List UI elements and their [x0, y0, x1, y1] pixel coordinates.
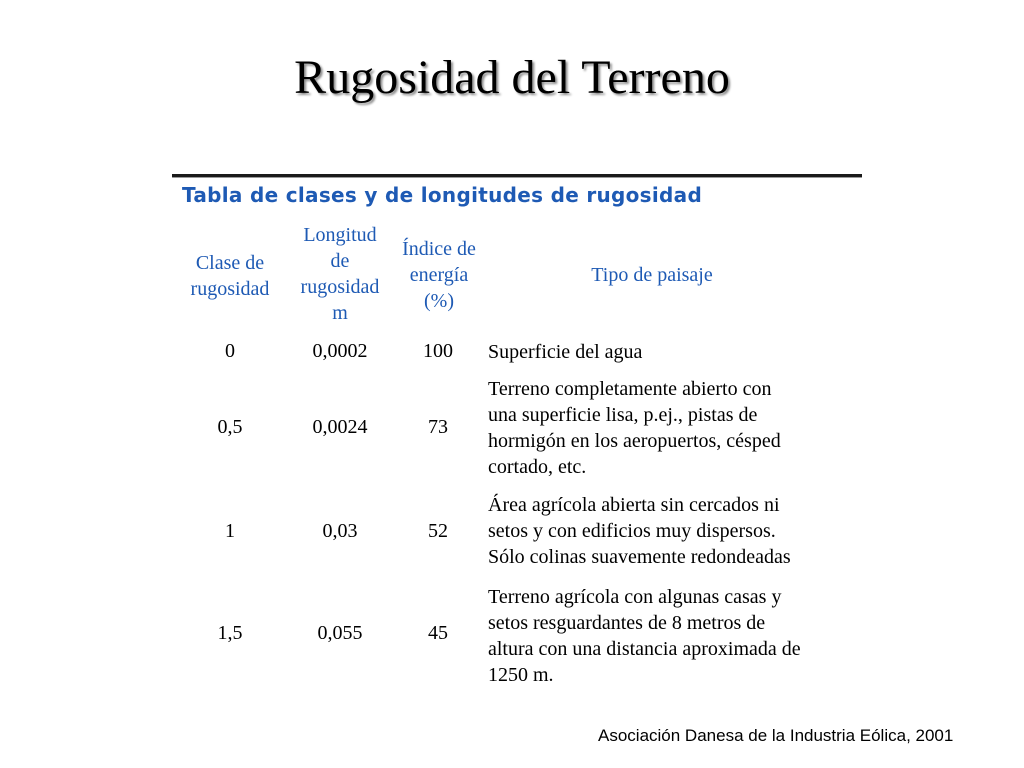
cell-longitud: 0,03	[322, 520, 358, 542]
header-indice-line: Índice de	[402, 238, 476, 260]
header-indice-line: energía	[409, 264, 469, 286]
cell-clase: 0	[225, 340, 235, 362]
header-longitud-line: Longitud	[303, 224, 377, 246]
cell-tipo-line: altura con una distancia aproximada de	[488, 638, 801, 660]
header-longitud-line: m	[332, 302, 348, 324]
cell-tipo	[488, 376, 781, 480]
source-credit: Asociación Danesa de la Industria Eólica, 2001	[598, 726, 954, 745]
header-longitud-line: rugosidad	[300, 276, 380, 298]
cell-tipo-line: 1250 m.	[488, 664, 554, 686]
header-indice-line: (%)	[424, 290, 454, 312]
cell-clase: 1,5	[217, 622, 243, 644]
cell-indice: 100	[423, 340, 453, 362]
cell-tipo-line: setos y con edificios muy dispersos.	[488, 520, 776, 542]
header-clase-line: Clase de	[195, 252, 265, 274]
cell-tipo	[488, 584, 801, 688]
cell-tipo-line: Terreno agrícola con algunas casas y	[488, 586, 782, 608]
cell-tipo-line: cortado, etc.	[488, 456, 587, 478]
cell-indice: 52	[428, 520, 448, 542]
header-indice	[392, 236, 486, 314]
header-longitud	[290, 222, 390, 326]
cell-indice: 45	[428, 622, 448, 644]
cell-tipo-line: Sólo colinas suavemente redondeadas	[488, 546, 791, 568]
cell-tipo-line: Área agrícola abierta sin cercados ni	[488, 494, 780, 516]
cell-clase: 1	[225, 520, 235, 542]
cell-clase: 0,5	[217, 416, 243, 438]
cell-tipo-line: hormigón en los aeropuertos, césped	[488, 430, 781, 452]
table-top-rule	[172, 174, 862, 178]
cell-tipo	[488, 492, 791, 570]
cell-longitud: 0,0024	[312, 416, 368, 438]
header-longitud-line: de	[330, 250, 350, 272]
header-tipo-line: Tipo de paisaje	[591, 264, 713, 286]
table-caption: Tabla de clases y de longitudes de rugosidad	[182, 183, 703, 207]
header-clase-line: rugosidad	[190, 278, 270, 300]
cell-tipo	[488, 339, 642, 365]
cell-tipo-line: setos resguardantes de 8 metros de	[488, 612, 766, 634]
slide-title: Rugosidad del Terreno	[294, 51, 730, 104]
header-clase	[180, 250, 280, 302]
cell-indice: 73	[428, 416, 448, 438]
cell-tipo-line: Terreno completamente abierto con	[488, 378, 772, 400]
header-tipo	[552, 262, 752, 288]
cell-longitud: 0,055	[317, 622, 363, 644]
cell-tipo-line: una superficie lisa, p.ej., pistas de	[488, 404, 758, 426]
cell-longitud: 0,0002	[312, 340, 368, 362]
cell-tipo-line: Superficie del agua	[488, 341, 643, 363]
